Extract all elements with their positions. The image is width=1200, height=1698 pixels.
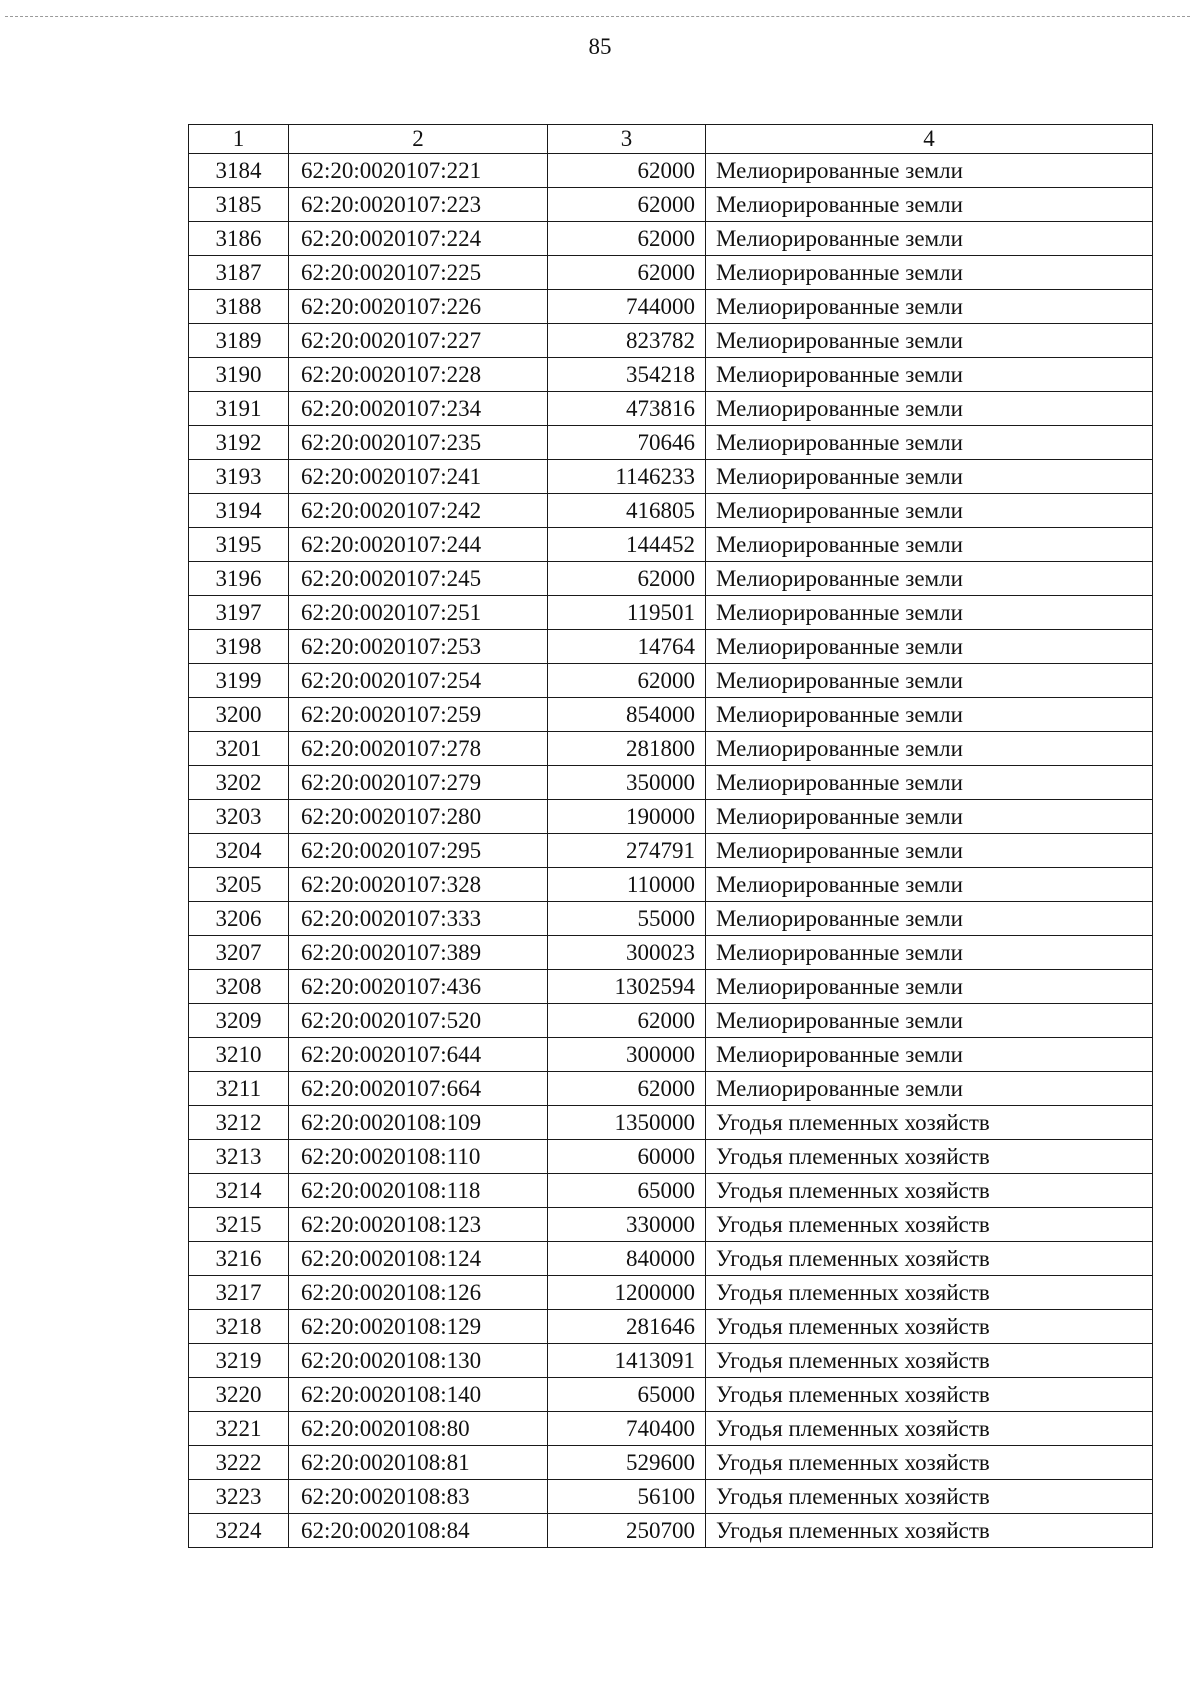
- area-cell: 60000: [548, 1140, 706, 1174]
- land-category-cell: Угодья племенных хозяйств: [706, 1446, 1153, 1480]
- column-header-4: 4: [706, 125, 1153, 154]
- cadastral-number-cell: 62:20:0020107:295: [289, 834, 548, 868]
- area-cell: 62000: [548, 256, 706, 290]
- land-category-cell: Мелиорированные земли: [706, 494, 1153, 528]
- table-row: [189, 868, 1153, 902]
- row-number-cell: 3196: [189, 562, 289, 596]
- cadastral-number-cell: 62:20:0020107:223: [289, 188, 548, 222]
- table-row: [189, 1378, 1153, 1412]
- land-category-cell: Угодья племенных хозяйств: [706, 1344, 1153, 1378]
- cadastral-number-cell: 62:20:0020107:244: [289, 528, 548, 562]
- area-cell: 62000: [548, 664, 706, 698]
- land-category-cell: Мелиорированные земли: [706, 936, 1153, 970]
- area-cell: 62000: [548, 1004, 706, 1038]
- table-row: [189, 1072, 1153, 1106]
- row-number-cell: 3192: [189, 426, 289, 460]
- row-number-cell: 3199: [189, 664, 289, 698]
- area-cell: 473816: [548, 392, 706, 426]
- land-category-cell: Угодья племенных хозяйств: [706, 1208, 1153, 1242]
- land-category-cell: Мелиорированные земли: [706, 324, 1153, 358]
- land-category-cell: Мелиорированные земли: [706, 1038, 1153, 1072]
- column-header-2: 2: [289, 125, 548, 154]
- row-number-cell: 3218: [189, 1310, 289, 1344]
- table-row: [189, 256, 1153, 290]
- table-row: [189, 392, 1153, 426]
- area-cell: 840000: [548, 1242, 706, 1276]
- area-cell: 190000: [548, 800, 706, 834]
- land-category-cell: Мелиорированные земли: [706, 562, 1153, 596]
- land-category-cell: Угодья племенных хозяйств: [706, 1106, 1153, 1140]
- land-category-cell: Угодья племенных хозяйств: [706, 1140, 1153, 1174]
- cadastral-number-cell: 62:20:0020107:328: [289, 868, 548, 902]
- cadastral-number-cell: 62:20:0020107:224: [289, 222, 548, 256]
- area-cell: 744000: [548, 290, 706, 324]
- row-number-cell: 3190: [189, 358, 289, 392]
- table-row: [189, 766, 1153, 800]
- table-row: [189, 1446, 1153, 1480]
- cadastral-number-cell: 62:20:0020107:234: [289, 392, 548, 426]
- table-row: [189, 1344, 1153, 1378]
- table-row: [189, 494, 1153, 528]
- table-row: [189, 1208, 1153, 1242]
- cadastral-number-cell: 62:20:0020108:81: [289, 1446, 548, 1480]
- area-cell: 1350000: [548, 1106, 706, 1140]
- table-row: [189, 664, 1153, 698]
- area-cell: 65000: [548, 1378, 706, 1412]
- area-cell: 330000: [548, 1208, 706, 1242]
- cadastral-number-cell: 62:20:0020108:80: [289, 1412, 548, 1446]
- row-number-cell: 3200: [189, 698, 289, 732]
- area-cell: 14764: [548, 630, 706, 664]
- area-cell: 110000: [548, 868, 706, 902]
- land-register-table: [188, 124, 1153, 1548]
- area-cell: 823782: [548, 324, 706, 358]
- table-row: [189, 528, 1153, 562]
- cadastral-number-cell: 62:20:0020108:83: [289, 1480, 548, 1514]
- land-category-cell: Мелиорированные земли: [706, 256, 1153, 290]
- row-number-cell: 3203: [189, 800, 289, 834]
- area-cell: 354218: [548, 358, 706, 392]
- column-header-3: 3: [548, 125, 706, 154]
- row-number-cell: 3184: [189, 154, 289, 188]
- table-row: [189, 1412, 1153, 1446]
- table-row: [189, 596, 1153, 630]
- area-cell: 854000: [548, 698, 706, 732]
- cadastral-number-cell: 62:20:0020107:259: [289, 698, 548, 732]
- land-category-cell: Угодья племенных хозяйств: [706, 1514, 1153, 1548]
- land-category-cell: Мелиорированные земли: [706, 732, 1153, 766]
- table-row: [189, 290, 1153, 324]
- land-category-cell: Угодья племенных хозяйств: [706, 1242, 1153, 1276]
- row-number-cell: 3216: [189, 1242, 289, 1276]
- cadastral-number-cell: 62:20:0020108:118: [289, 1174, 548, 1208]
- row-number-cell: 3214: [189, 1174, 289, 1208]
- table-row: [189, 732, 1153, 766]
- table-header-row: [189, 125, 1153, 154]
- cadastral-number-cell: 62:20:0020108:110: [289, 1140, 548, 1174]
- land-category-cell: Мелиорированные земли: [706, 154, 1153, 188]
- row-number-cell: 3189: [189, 324, 289, 358]
- area-cell: 62000: [548, 562, 706, 596]
- cadastral-number-cell: 62:20:0020107:251: [289, 596, 548, 630]
- land-category-cell: Мелиорированные земли: [706, 392, 1153, 426]
- table-body: [189, 125, 1153, 1548]
- row-number-cell: 3223: [189, 1480, 289, 1514]
- table-row: [189, 1276, 1153, 1310]
- row-number-cell: 3188: [189, 290, 289, 324]
- row-number-cell: 3224: [189, 1514, 289, 1548]
- land-category-cell: Мелиорированные земли: [706, 358, 1153, 392]
- land-category-cell: Мелиорированные земли: [706, 698, 1153, 732]
- land-category-cell: Угодья племенных хозяйств: [706, 1480, 1153, 1514]
- table-row: [189, 1004, 1153, 1038]
- area-cell: 281800: [548, 732, 706, 766]
- land-category-cell: Угодья племенных хозяйств: [706, 1174, 1153, 1208]
- table-row: [189, 1242, 1153, 1276]
- row-number-cell: 3206: [189, 902, 289, 936]
- row-number-cell: 3195: [189, 528, 289, 562]
- land-category-cell: Угодья племенных хозяйств: [706, 1412, 1153, 1446]
- row-number-cell: 3191: [189, 392, 289, 426]
- cadastral-number-cell: 62:20:0020107:235: [289, 426, 548, 460]
- row-number-cell: 3187: [189, 256, 289, 290]
- row-number-cell: 3204: [189, 834, 289, 868]
- area-cell: 62000: [548, 222, 706, 256]
- area-cell: 56100: [548, 1480, 706, 1514]
- area-cell: 1413091: [548, 1344, 706, 1378]
- cadastral-number-cell: 62:20:0020107:241: [289, 460, 548, 494]
- row-number-cell: 3198: [189, 630, 289, 664]
- row-number-cell: 3194: [189, 494, 289, 528]
- table-row: [189, 222, 1153, 256]
- table-row: [189, 324, 1153, 358]
- cadastral-number-cell: 62:20:0020107:228: [289, 358, 548, 392]
- table-row: [189, 188, 1153, 222]
- area-cell: 62000: [548, 154, 706, 188]
- land-category-cell: Мелиорированные земли: [706, 664, 1153, 698]
- land-category-cell: Мелиорированные земли: [706, 1004, 1153, 1038]
- land-category-cell: Мелиорированные земли: [706, 290, 1153, 324]
- cadastral-number-cell: 62:20:0020107:520: [289, 1004, 548, 1038]
- cadastral-number-cell: 62:20:0020107:253: [289, 630, 548, 664]
- row-number-cell: 3221: [189, 1412, 289, 1446]
- area-cell: 529600: [548, 1446, 706, 1480]
- land-category-cell: Мелиорированные земли: [706, 1072, 1153, 1106]
- row-number-cell: 3217: [189, 1276, 289, 1310]
- row-number-cell: 3185: [189, 188, 289, 222]
- area-cell: 1302594: [548, 970, 706, 1004]
- land-category-cell: Мелиорированные земли: [706, 800, 1153, 834]
- cadastral-number-cell: 62:20:0020108:130: [289, 1344, 548, 1378]
- row-number-cell: 3207: [189, 936, 289, 970]
- cadastral-number-cell: 62:20:0020107:227: [289, 324, 548, 358]
- area-cell: 300000: [548, 1038, 706, 1072]
- table-row: [189, 970, 1153, 1004]
- land-category-cell: Мелиорированные земли: [706, 834, 1153, 868]
- land-category-cell: Мелиорированные земли: [706, 868, 1153, 902]
- table-row: [189, 154, 1153, 188]
- table-row: [189, 426, 1153, 460]
- land-category-cell: Угодья племенных хозяйств: [706, 1378, 1153, 1412]
- cadastral-number-cell: 62:20:0020108:140: [289, 1378, 548, 1412]
- cadastral-number-cell: 62:20:0020107:225: [289, 256, 548, 290]
- table-row: [189, 902, 1153, 936]
- row-number-cell: 3213: [189, 1140, 289, 1174]
- row-number-cell: 3197: [189, 596, 289, 630]
- table-row: [189, 1140, 1153, 1174]
- row-number-cell: 3202: [189, 766, 289, 800]
- area-cell: 1146233: [548, 460, 706, 494]
- cadastral-number-cell: 62:20:0020107:333: [289, 902, 548, 936]
- cadastral-number-cell: 62:20:0020107:278: [289, 732, 548, 766]
- land-category-cell: Мелиорированные земли: [706, 188, 1153, 222]
- table-row: [189, 562, 1153, 596]
- row-number-cell: 3201: [189, 732, 289, 766]
- cadastral-number-cell: 62:20:0020107:226: [289, 290, 548, 324]
- land-category-cell: Мелиорированные земли: [706, 970, 1153, 1004]
- area-cell: 250700: [548, 1514, 706, 1548]
- land-category-cell: Мелиорированные земли: [706, 460, 1153, 494]
- cadastral-number-cell: 62:20:0020107:245: [289, 562, 548, 596]
- cadastral-number-cell: 62:20:0020108:129: [289, 1310, 548, 1344]
- table-row: [189, 1106, 1153, 1140]
- area-cell: 70646: [548, 426, 706, 460]
- area-cell: 740400: [548, 1412, 706, 1446]
- table-row: [189, 834, 1153, 868]
- row-number-cell: 3186: [189, 222, 289, 256]
- table-row: [189, 460, 1153, 494]
- area-cell: 144452: [548, 528, 706, 562]
- area-cell: 65000: [548, 1174, 706, 1208]
- table-row: [189, 1480, 1153, 1514]
- table-row: [189, 1310, 1153, 1344]
- table-row: [189, 936, 1153, 970]
- cadastral-number-cell: 62:20:0020107:664: [289, 1072, 548, 1106]
- land-category-cell: Мелиорированные земли: [706, 902, 1153, 936]
- cadastral-number-cell: 62:20:0020107:279: [289, 766, 548, 800]
- row-number-cell: 3208: [189, 970, 289, 1004]
- area-cell: 416805: [548, 494, 706, 528]
- cadastral-number-cell: 62:20:0020107:389: [289, 936, 548, 970]
- cadastral-number-cell: 62:20:0020108:123: [289, 1208, 548, 1242]
- land-category-cell: Мелиорированные земли: [706, 596, 1153, 630]
- column-header-1: 1: [189, 125, 289, 154]
- row-number-cell: 3210: [189, 1038, 289, 1072]
- table-row: [189, 358, 1153, 392]
- cadastral-number-cell: 62:20:0020108:109: [289, 1106, 548, 1140]
- page-number: 85: [588, 34, 612, 59]
- row-number-cell: 3205: [189, 868, 289, 902]
- area-cell: 62000: [548, 1072, 706, 1106]
- land-category-cell: Угодья племенных хозяйств: [706, 1276, 1153, 1310]
- land-category-cell: Мелиорированные земли: [706, 528, 1153, 562]
- land-category-cell: Мелиорированные земли: [706, 766, 1153, 800]
- row-number-cell: 3211: [189, 1072, 289, 1106]
- cadastral-number-cell: 62:20:0020107:221: [289, 154, 548, 188]
- area-cell: 1200000: [548, 1276, 706, 1310]
- area-cell: 274791: [548, 834, 706, 868]
- table-row: [189, 630, 1153, 664]
- table-row: [189, 1514, 1153, 1548]
- cadastral-number-cell: 62:20:0020108:126: [289, 1276, 548, 1310]
- row-number-cell: 3193: [189, 460, 289, 494]
- area-cell: 300023: [548, 936, 706, 970]
- land-category-cell: Мелиорированные земли: [706, 222, 1153, 256]
- scan-edge-line: [5, 16, 1190, 17]
- area-cell: 55000: [548, 902, 706, 936]
- cadastral-number-cell: 62:20:0020107:242: [289, 494, 548, 528]
- area-cell: 119501: [548, 596, 706, 630]
- area-cell: 350000: [548, 766, 706, 800]
- row-number-cell: 3219: [189, 1344, 289, 1378]
- area-cell: 281646: [548, 1310, 706, 1344]
- land-category-cell: Мелиорированные земли: [706, 426, 1153, 460]
- land-category-cell: Угодья племенных хозяйств: [706, 1310, 1153, 1344]
- table-row: [189, 800, 1153, 834]
- row-number-cell: 3220: [189, 1378, 289, 1412]
- table-row: [189, 698, 1153, 732]
- row-number-cell: 3215: [189, 1208, 289, 1242]
- area-cell: 62000: [548, 188, 706, 222]
- cadastral-number-cell: 62:20:0020107:280: [289, 800, 548, 834]
- row-number-cell: 3222: [189, 1446, 289, 1480]
- table-row: [189, 1038, 1153, 1072]
- row-number-cell: 3209: [189, 1004, 289, 1038]
- cadastral-number-cell: 62:20:0020108:124: [289, 1242, 548, 1276]
- row-number-cell: 3212: [189, 1106, 289, 1140]
- land-category-cell: Мелиорированные земли: [706, 630, 1153, 664]
- cadastral-number-cell: 62:20:0020107:254: [289, 664, 548, 698]
- cadastral-number-cell: 62:20:0020107:644: [289, 1038, 548, 1072]
- cadastral-number-cell: 62:20:0020107:436: [289, 970, 548, 1004]
- cadastral-number-cell: 62:20:0020108:84: [289, 1514, 548, 1548]
- table-row: [189, 1174, 1153, 1208]
